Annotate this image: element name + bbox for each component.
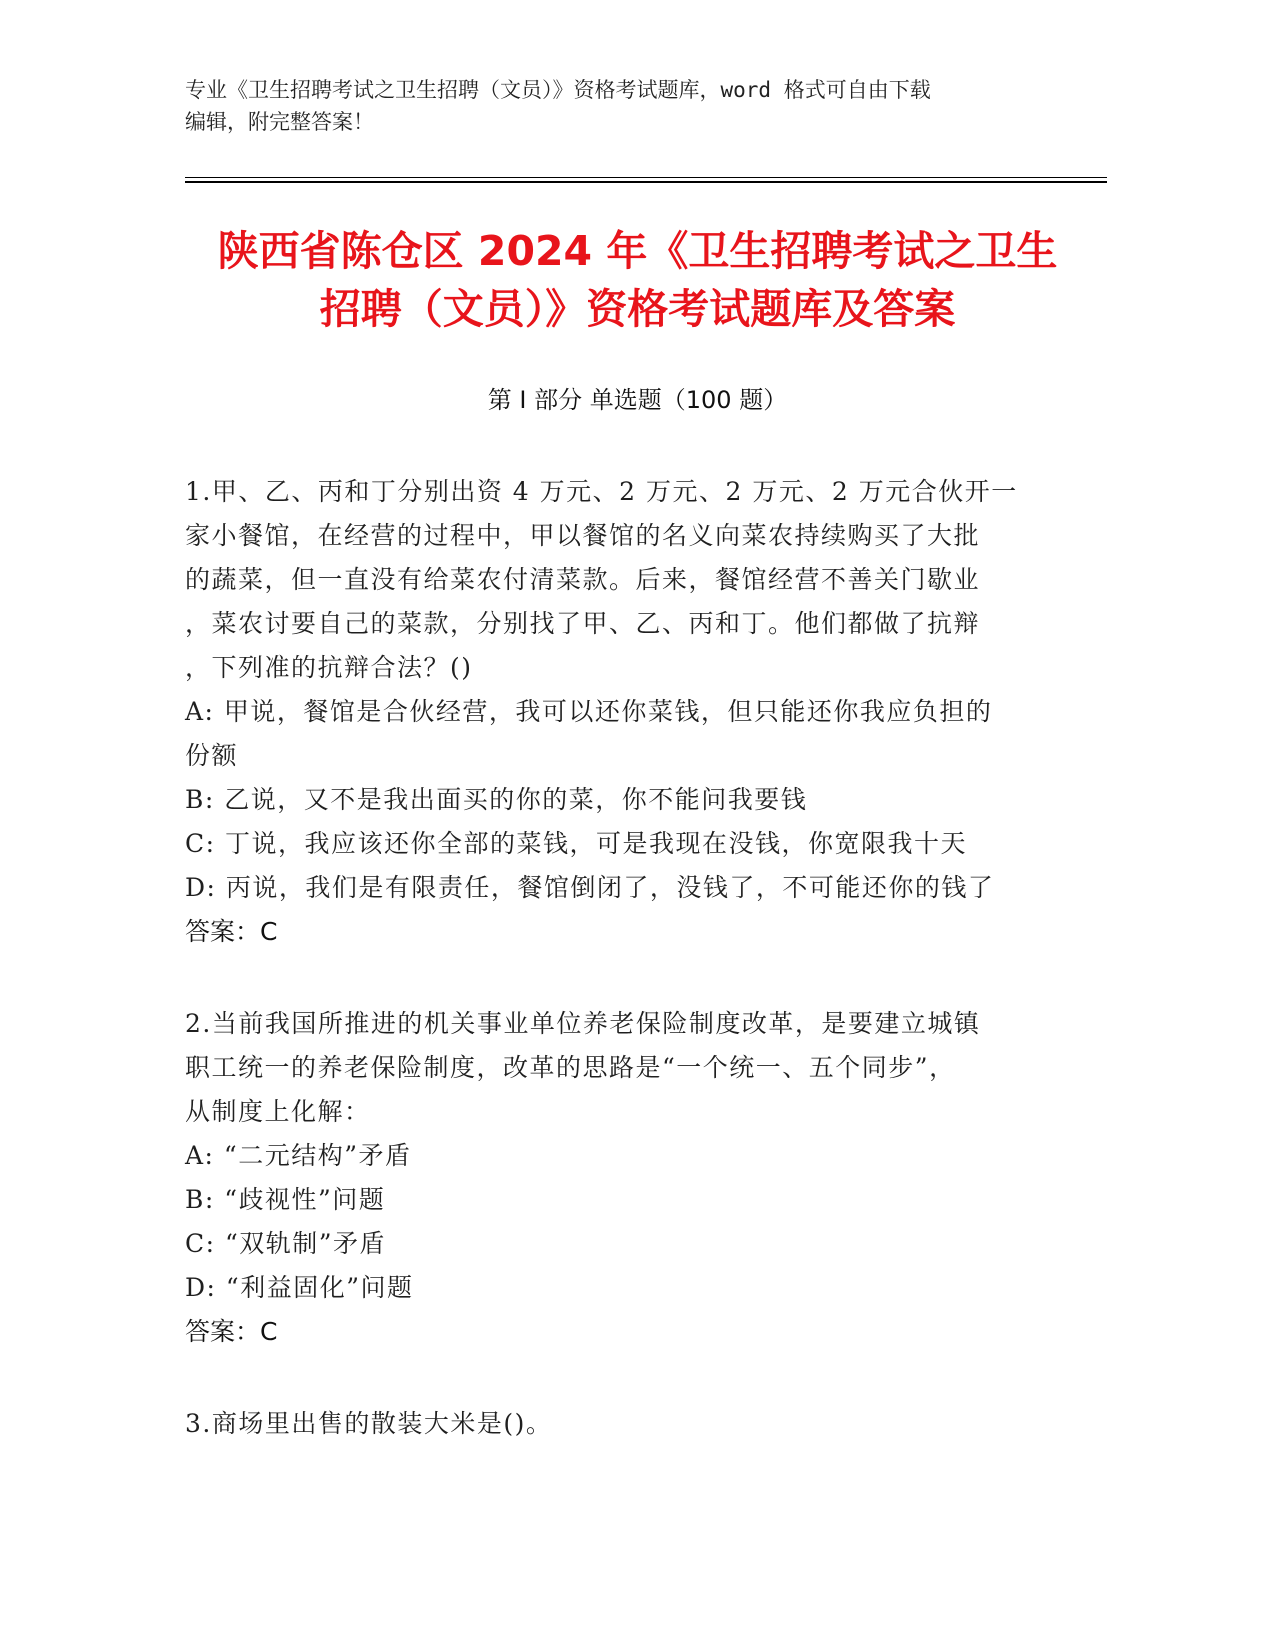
document-title-line: 陕西省陈仓区 2024 年《卫生招聘考试之卫生 [217, 227, 1058, 275]
option-d: D: “利益固化”问题 [185, 1273, 414, 1302]
question-stem-line: ，菜农讨要自己的菜款，分别找了甲、乙、丙和丁。他们都做了抗辩 [185, 609, 981, 638]
header-note [185, 74, 1085, 138]
header-divider-thin [185, 177, 1107, 178]
option-c: C: 丁说，我应该还你全部的菜钱，可是我现在没钱，你宽限我十天 [185, 829, 968, 858]
question-stem-line: 3.商场里出售的散装大米是()。 [185, 1409, 553, 1438]
question-3 [185, 1402, 1090, 1446]
header-note-line: 专业《卫生招聘考试之卫生招聘（文员）》资格考试题库，word 格式可自由下载 [185, 78, 931, 102]
question-stem-line: 2.当前我国所推进的机关事业单位养老保险制度改革，是要建立城镇 [185, 1009, 981, 1038]
question-stem-line: 的蔬菜，但一直没有给菜农付清菜款。后来，餐馆经营不善关门歇业 [185, 565, 981, 594]
question-2 [185, 1002, 1090, 1354]
question-1 [185, 470, 1090, 954]
question-stem-line: 职工统一的养老保险制度，改革的思路是“一个统一、五个同步”， [185, 1053, 956, 1082]
answer-label: 答案：C [185, 1317, 278, 1346]
question-stem-line: 1.甲、乙、丙和丁分别出资 4 万元、2 万元、2 万元、2 万元合伙开一 [185, 477, 1018, 506]
document-title-line: 招聘（文员）》资格考试题库及答案 [319, 285, 956, 333]
document-title [150, 222, 1125, 338]
header-note-line: 编辑，附完整答案！ [185, 110, 374, 134]
question-list [185, 470, 1090, 1494]
answer-label: 答案：C [185, 917, 278, 946]
section-heading: 第 I 部分 单选题（100 题） [487, 386, 788, 414]
question-stem-line: 家小餐馆，在经营的过程中，甲以餐馆的名义向菜农持续购买了大批 [185, 521, 981, 550]
option-a-continued: 份额 [185, 741, 239, 770]
option-a: A: 甲说，餐馆是合伙经营，我可以还你菜钱，但只能还你我应负担的 [185, 697, 993, 726]
question-stem-line: ，下列准的抗辩合法？() [185, 653, 473, 682]
question-stem-line: 从制度上化解： [185, 1097, 371, 1126]
option-d: D: 丙说，我们是有限责任，餐馆倒闭了，没钱了，不可能还你的钱了 [185, 873, 995, 902]
header-divider-thick [185, 181, 1107, 183]
option-b: B: 乙说，又不是我出面买的你的菜，你不能问我要钱 [185, 785, 808, 814]
option-a: A: “二元结构”矛盾 [185, 1141, 412, 1170]
option-b: B: “歧视性”问题 [185, 1185, 386, 1214]
option-c: C: “双轨制”矛盾 [185, 1229, 387, 1258]
